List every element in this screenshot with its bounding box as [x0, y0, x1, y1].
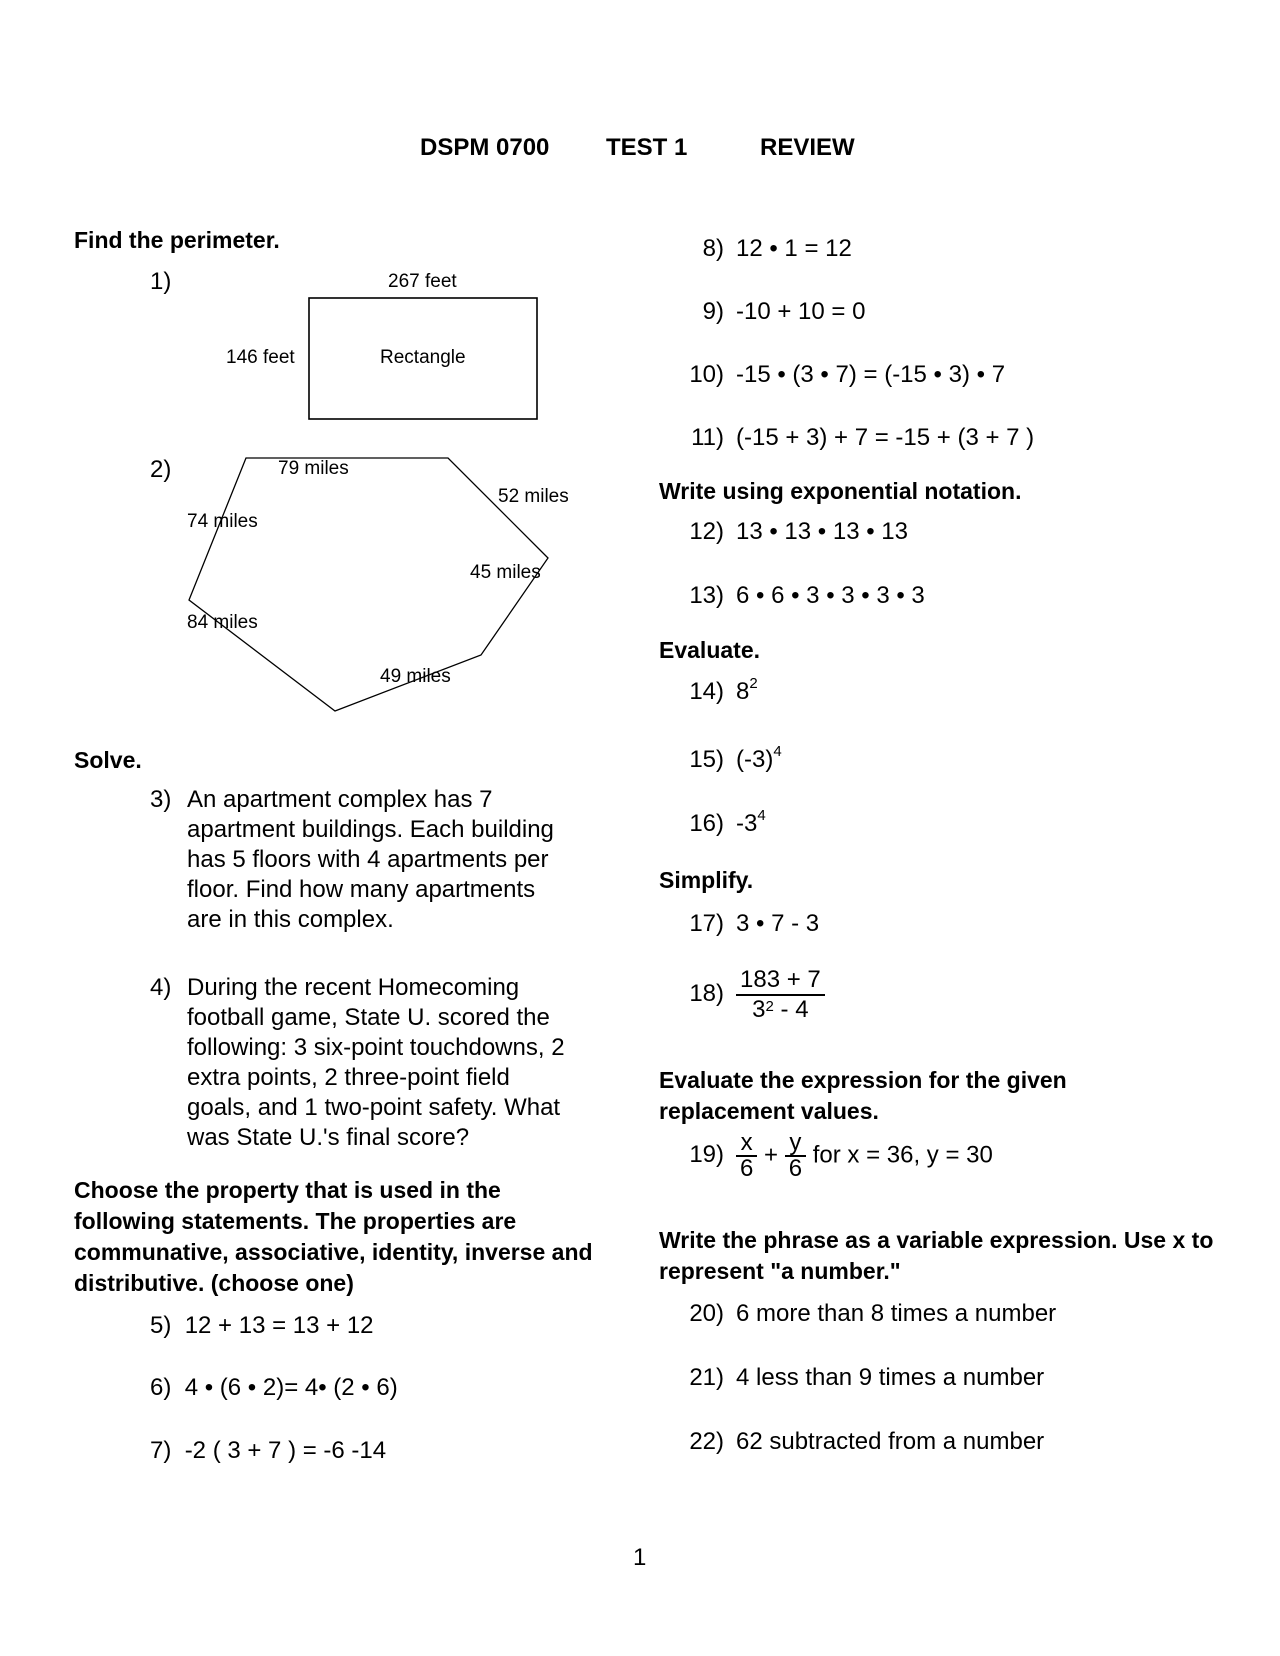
- problem-text: -2 ( 3 + 7 ) = -6 -14: [184, 1437, 387, 1464]
- hex-side-52: 52 miles: [498, 486, 569, 507]
- problem-number: 21): [689, 1364, 724, 1391]
- problem-4-line: extra points, 2 three-point field: [187, 1064, 510, 1091]
- problem-9: [680, 298, 865, 326]
- problem-7: [150, 1437, 386, 1465]
- problem-3-line: apartment buildings. Each building: [187, 816, 554, 843]
- numerator: x: [736, 1131, 757, 1157]
- problem-text: (-15 + 3) + 7 = -15 + (3 + 7 ): [736, 424, 1035, 451]
- problem-11: [680, 424, 1034, 452]
- hex-side-45: 45 miles: [470, 562, 541, 583]
- problem-number: 10): [689, 361, 724, 388]
- exponent: 4: [757, 807, 766, 824]
- problem-text: 6 • 6 • 3 • 3 • 3 • 3: [736, 582, 925, 609]
- problem-22: [680, 1428, 1044, 1456]
- problem-3-line: floor. Find how many apartments: [187, 876, 536, 903]
- problem-number: 8): [702, 235, 724, 262]
- numerator: y: [785, 1131, 806, 1157]
- problem-20: [680, 1300, 1056, 1328]
- problem-number: 15): [689, 746, 724, 773]
- problem-number: 14): [689, 678, 724, 705]
- problem-8: [680, 235, 852, 263]
- problem-21: [680, 1364, 1044, 1392]
- problem-6: [150, 1374, 398, 1402]
- course-code: DSPM 0700: [420, 134, 550, 161]
- problem-16: [680, 807, 766, 838]
- problem-text: -10 + 10 = 0: [736, 298, 866, 325]
- properties-heading: Choose the property that is used in the following statements. The properties are communative, associative, identity, inverse and distributive. (choose one): [74, 1177, 593, 1296]
- problem-12: [680, 518, 908, 546]
- hex-side-74: 74 miles: [187, 511, 258, 532]
- problem-2-number: 2): [150, 456, 172, 483]
- problem-text: -15 • (3 • 7) = (-15 • 3) • 7: [736, 361, 1006, 388]
- base: -3: [736, 810, 758, 837]
- problem-19: [680, 1131, 993, 1181]
- problem-3-text: [187, 785, 607, 935]
- problem-text: 13 • 13 • 13 • 13: [736, 518, 908, 545]
- base: 8: [736, 678, 750, 705]
- numerator: 183 + 7: [736, 966, 825, 996]
- denominator: [736, 996, 825, 1024]
- evaluate-heading: Evaluate.: [659, 637, 760, 663]
- problem-text: 12 + 13 = 13 + 12: [184, 1312, 374, 1339]
- problem-text: 6 more than 8 times a number: [736, 1300, 1057, 1327]
- problem-number: 18): [689, 980, 724, 1008]
- problem-number: 6): [150, 1374, 172, 1401]
- problem-number: 16): [689, 810, 724, 837]
- problem-number: 17): [689, 910, 724, 937]
- problem-15: [680, 743, 782, 774]
- simplify-heading: Simplify.: [659, 867, 754, 893]
- rect-center-label: Rectangle: [380, 347, 466, 368]
- problem-14: [680, 675, 758, 706]
- den-exponent: 2: [765, 998, 774, 1015]
- plus-sign: +: [764, 1141, 779, 1169]
- problem-4-line: following: 3 six-point touchdowns, 2: [187, 1034, 565, 1061]
- problem-number: 20): [689, 1300, 724, 1327]
- problem-3-number: 3): [150, 786, 172, 813]
- perimeter-heading: Find the perimeter.: [74, 227, 280, 253]
- test-label: TEST 1: [606, 134, 688, 161]
- problem-17: [680, 910, 819, 938]
- problem-number: 19): [689, 1141, 724, 1169]
- problem-5: [150, 1312, 374, 1340]
- rect-side-label: 146 feet: [226, 347, 295, 368]
- exponent: 4: [773, 743, 782, 760]
- hex-side-49: 49 miles: [380, 666, 451, 687]
- denominator: 6: [788, 1155, 803, 1182]
- problem-number: 13): [689, 582, 724, 609]
- page-number: 1: [633, 1544, 647, 1571]
- hex-side-79: 79 miles: [278, 458, 349, 479]
- problem-4-number: 4): [150, 974, 172, 1001]
- problem-number: 9): [702, 298, 724, 325]
- hex-side-84: 84 miles: [187, 612, 258, 633]
- problem-number: 7): [150, 1437, 172, 1464]
- replacement-heading: Evaluate the expression for the given replacement values.: [659, 1067, 1067, 1124]
- den-base: 3: [752, 996, 766, 1023]
- problem-number: 5): [150, 1312, 172, 1339]
- problem-number: 12): [689, 518, 724, 545]
- problem-text: 4 less than 9 times a number: [736, 1364, 1045, 1391]
- exponent: 2: [749, 675, 758, 692]
- fraction-y: [785, 1131, 806, 1181]
- problem-4-line: goals, and 1 two-point safety. What: [187, 1094, 561, 1121]
- fraction-x: [736, 1131, 757, 1181]
- problem-text: 62 subtracted from a number: [736, 1428, 1045, 1455]
- problem-3-line: An apartment complex has 7: [187, 786, 493, 813]
- problem-number: 11): [691, 424, 724, 451]
- problem-18: [680, 966, 825, 1024]
- fraction: [736, 966, 825, 1024]
- problem-text: 3 • 7 - 3: [736, 910, 820, 937]
- problem-4-text: [187, 973, 617, 1153]
- hexagon-shape: [189, 458, 548, 711]
- rectangle-shape: [309, 298, 537, 419]
- review-label: REVIEW: [760, 134, 855, 161]
- problem-4-line: football game, State U. scored the: [187, 1004, 550, 1031]
- denominator: 6: [740, 1155, 754, 1182]
- problem-3-line: has 5 floors with 4 apartments per: [187, 846, 549, 873]
- den-rest: - 4: [773, 996, 809, 1023]
- problem-3-line: are in this complex.: [187, 906, 394, 933]
- problem-number: 22): [689, 1428, 724, 1455]
- phrase-heading: Write the phrase as a variable expression. Use x to represent "a number.": [659, 1227, 1214, 1284]
- problem-10: [680, 361, 1005, 389]
- problem-4-line: was State U.'s final score?: [187, 1124, 470, 1151]
- problem-text: 4 • (6 • 2)= 4• (2 • 6): [184, 1374, 398, 1401]
- problem-1-number: 1): [150, 268, 172, 295]
- problem-text: 12 • 1 = 12: [736, 235, 852, 262]
- problem-4-line: During the recent Homecoming: [187, 974, 520, 1001]
- rect-top-label: 267 feet: [388, 271, 457, 292]
- problem-13: [680, 582, 925, 610]
- base: (-3): [736, 746, 774, 773]
- solve-heading: Solve.: [74, 747, 142, 773]
- replacement-values: for x = 36, y = 30: [812, 1141, 993, 1169]
- exponential-heading: Write using exponential notation.: [659, 478, 1022, 504]
